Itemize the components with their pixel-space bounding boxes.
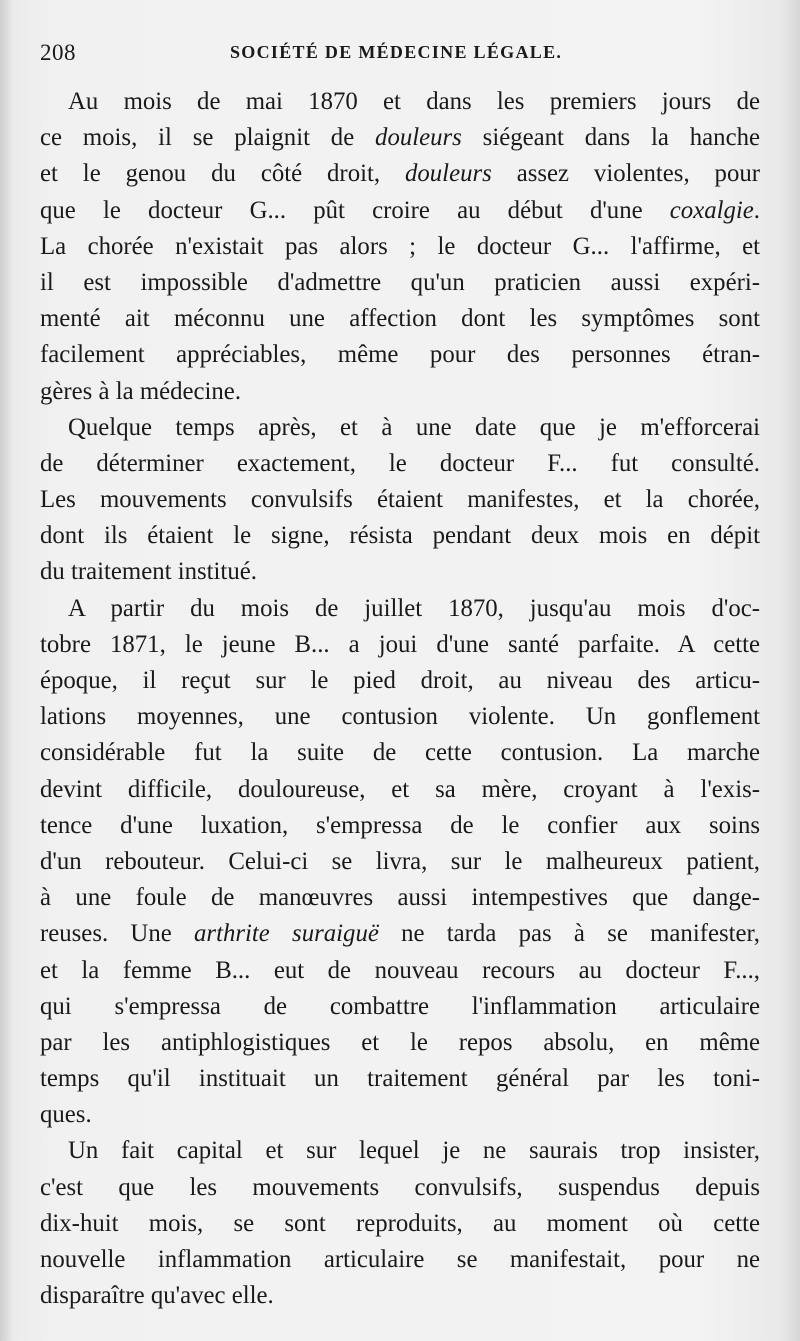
italic-term: douleurs [375,124,462,152]
text-line: et la femme B... eut de nouveau recours au docteur F..., [40,956,760,984]
text-line: tobre 1871, le jeune B... a joui d'une santé parfaite. A cette [40,630,760,658]
text-line: disparaître qu'avec elle. [40,1282,274,1310]
text-line: ce mois, il se plaignit de douleurs siégeant dans la hanche [40,124,760,152]
italic-term: arthrite suraiguë [194,920,379,948]
text-line: menté ait méconnu une affection dont les symptômes sont [40,305,760,333]
text-line: dont ils étaient le signe, résista pendant deux mois en dépit [40,522,760,550]
italic-term: coxalgie [669,196,754,224]
text-line: considérable fut la suite de cette contusion. La marche [40,739,760,767]
italic-term: douleurs [404,160,492,188]
text-line: Au mois de mai 1870 et dans les premiers jours de [68,88,760,115]
body-text [40,84,760,1314]
text-line: Un fait capital et sur lequel je ne saurais trop insister, [68,1137,760,1165]
text-line: lations moyennes, une contusion violente. Un gonflement [40,703,760,731]
text-line: dix-huit mois, se sont reproduits, au moment où cette [40,1209,760,1237]
text-line: La chorée n'existait pas alors ; le docteur G... l'affirme, et [40,232,760,260]
text-line: Quelque temps après, et à une date que je m'efforcerai [68,413,760,441]
text-line: ques. [40,1101,92,1129]
page-number: 208 [40,40,76,65]
text-line: par les antiphlogistiques et le repos absolu, en même [40,1028,760,1056]
page-header [40,40,760,76]
text-line: facilement appréciables, même pour des personnes étran- [40,341,760,369]
text-line: du traitement institué. [40,558,257,586]
text-line: gères à la médecine. [40,377,242,405]
text-line: et le genou du côté droit, douleurs assez violentes, pour [40,160,761,188]
text-line: il est impossible d'admettre qu'un praticien aussi expéri- [40,268,760,296]
text-line: Les mouvements convulsifs étaient manifestes, et la chorée, [40,486,760,514]
text-line: nouvelle inflammation articulaire se manifestait, pour ne [40,1246,760,1273]
text-line: tence d'une luxation, s'empressa de le confier aux soins [40,811,760,839]
text-line: c'est que les mouvements convulsifs, suspendus depuis [40,1173,760,1201]
text-line: que le docteur G... pût croire au début d'une coxalgie. [40,196,760,224]
text-line: qui s'empressa de combattre l'inflammation articulaire [40,992,760,1020]
text-line: reuses. Une arthrite suraiguë ne tarda pas à se manifester, [40,920,760,948]
text-line: à une foule de manœuvres aussi intempestives que dange- [40,884,760,912]
running-title: SOCIÉTÉ DE MÉDECINE LÉGALE. [230,42,563,62]
text-line: de déterminer exactement, le docteur F... fut consulté. [40,449,760,477]
text-line: époque, il reçut sur le pied droit, au niveau des articu- [40,667,760,694]
text-line: A partir du mois de juillet 1870, jusqu'au mois d'oc- [68,594,760,622]
text-line: temps qu'il instituait un traitement général par les toni- [40,1065,760,1093]
text-line: d'un rebouteur. Celui-ci se livra, sur le malheureux patient, [40,847,760,875]
text-line: devint difficile, douloureuse, et sa mère, croyant à l'exis- [40,775,760,803]
